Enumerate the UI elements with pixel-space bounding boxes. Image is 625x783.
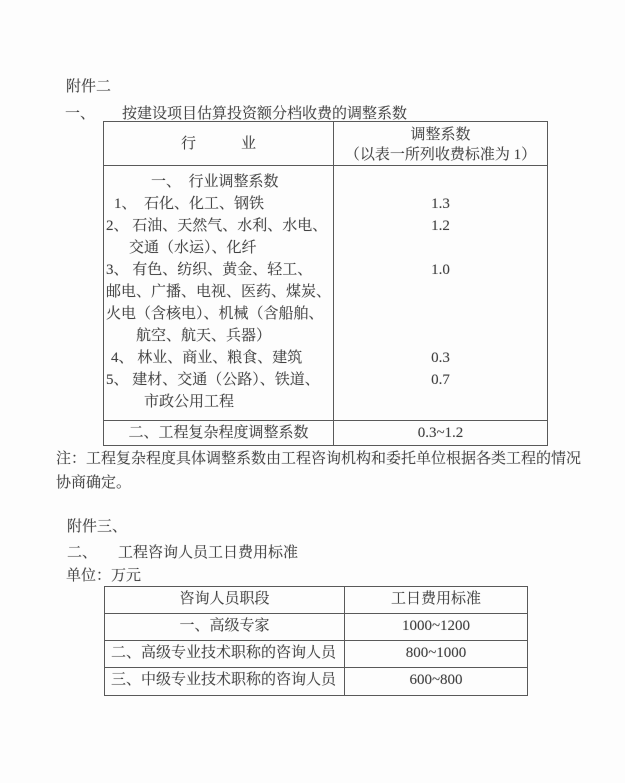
industry-coefficient-table	[103, 121, 548, 446]
coefficient-cell: 0.7	[333, 369, 547, 420]
fee-cell: 1000~1200	[344, 614, 527, 640]
industry-cell	[104, 259, 333, 347]
attachment3-label: 附件三、	[67, 519, 128, 535]
position-cell: 三、中级专业技术职称的咨询人员	[111, 672, 337, 688]
industry-line: 交通（水运）、化纤	[129, 240, 257, 256]
industry-cell	[104, 369, 333, 420]
industry-cell	[104, 215, 333, 259]
complexity-label-cell: 二、工程复杂程度调整系数	[128, 425, 309, 441]
industry-line: 3、 有色、纺织、黄金、轻工、	[106, 262, 313, 278]
note-line2: 协商确定。	[56, 474, 132, 491]
complexity-value-cell: 0.3~1.2	[333, 421, 547, 445]
industry-line: 航空、航天、兵器）	[136, 328, 272, 344]
table2-header-position: 咨询人员职段	[179, 591, 270, 607]
coefficient-cell	[333, 166, 547, 193]
note-text	[56, 448, 586, 495]
industry-line: 火电（含核电）、机械（含船舶、	[106, 306, 324, 322]
industry-line: 4、 林业、商业、粮食、建筑	[111, 350, 303, 366]
section1-heading	[65, 102, 407, 123]
coefficient-cell: 1.3	[333, 193, 547, 215]
section2-heading	[67, 541, 298, 562]
industry-cell	[104, 347, 333, 369]
table1-header-coefficient	[333, 122, 547, 165]
industry-cell	[104, 166, 333, 193]
fee-standard-table	[104, 586, 528, 696]
coefficient-cell: 1.0	[333, 259, 547, 347]
industry-line: 市政公用工程	[144, 394, 235, 410]
unit-label: 单位：万元	[66, 568, 142, 584]
coefficient-cell: 1.2	[333, 215, 547, 259]
table-row	[104, 369, 547, 420]
section2-title: 工程咨询人员工日费用标准	[118, 545, 299, 561]
complexity-coefficient-row	[104, 420, 547, 445]
industry-cell	[104, 193, 333, 215]
table1-header-industry: 行 业	[180, 136, 256, 152]
table1-header-coefficient-line1: 调整系数	[410, 127, 471, 143]
industry-line: 2、 石油、天然气、水利、水电、	[106, 218, 328, 234]
industry-line: 5、 建材、交通（公路）、铁道、	[106, 372, 320, 388]
note-line1: 注：工程复杂程度具体调整系数由工程咨询机构和委托单位根据各类工程的情况	[56, 451, 582, 467]
table-row	[104, 259, 547, 347]
section2-number: 二、	[67, 545, 98, 561]
table-row	[104, 166, 547, 193]
section1-number: 一、	[65, 106, 96, 122]
position-cell: 二、高级专业技术职称的咨询人员	[111, 645, 337, 661]
table-row	[105, 641, 527, 668]
industry-line: 一、 行业调整系数	[151, 174, 279, 190]
table-row	[104, 347, 547, 369]
table-row	[105, 614, 527, 641]
table1-header-coefficient-line2: （以表一所列收费标准为 1）	[344, 147, 537, 163]
table1-header-row	[104, 122, 547, 166]
fee-cell: 600~800	[344, 668, 527, 695]
industry-line: 邮电、广播、电视、医药、煤炭、	[106, 284, 332, 300]
industry-line: 1、 石化、化工、钢铁	[114, 196, 265, 212]
table2-header-standard: 工日费用标准	[344, 587, 527, 613]
table-row	[105, 668, 527, 695]
fee-cell: 800~1000	[344, 641, 527, 667]
table-row	[104, 193, 547, 215]
attachment2-label: 附件二	[66, 79, 112, 95]
table-row	[104, 215, 547, 259]
coefficient-cell: 0.3	[333, 347, 547, 369]
position-cell: 一、高级专家	[179, 618, 270, 634]
table2-header-row	[105, 587, 527, 614]
section1-title: 按建设项目估算投资额分档收费的调整系数	[122, 106, 408, 122]
